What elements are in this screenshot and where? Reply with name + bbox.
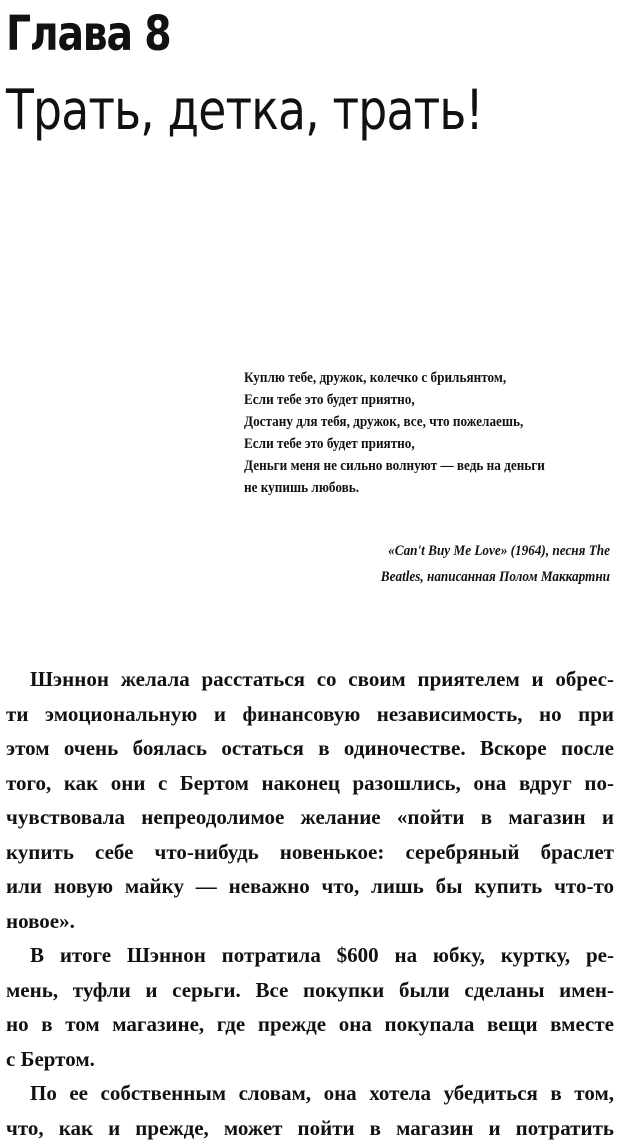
chapter-number: Глава 8 bbox=[6, 6, 170, 62]
body-line: этом очень боялась остаться в одиночестве. Вскоре после bbox=[6, 731, 614, 766]
body-line: новое». bbox=[6, 904, 614, 939]
body-line: Шэннон желала расстаться со своим приятелем и обрес- bbox=[6, 662, 614, 697]
attribution-line: Beatles, написанная Полом Маккартни bbox=[293, 564, 610, 590]
epigraph-line: Деньги меня не сильно волнуют — ведь на деньги bbox=[244, 455, 570, 477]
body-text bbox=[6, 662, 614, 1145]
attribution-line: «Can't Buy Me Love» (1964), песня The bbox=[293, 538, 610, 564]
chapter-title: Трать, детка, трать! bbox=[6, 78, 483, 142]
body-line: мень, туфли и серьги. Все покупки были сделаны имен- bbox=[6, 973, 614, 1008]
epigraph-line: Куплю тебе, дружок, колечко с брильянтом, bbox=[244, 367, 570, 389]
body-line: По ее собственным словам, она хотела убедиться в том, bbox=[6, 1076, 614, 1111]
body-line: ти эмоциональную и финансовую независимость, но при bbox=[6, 697, 614, 732]
body-line: того, как они с Бертом наконец разошлись, она вдруг по- bbox=[6, 766, 614, 801]
epigraph-line: Если тебе это будет приятно, bbox=[244, 389, 570, 411]
epigraph-line: Достану для тебя, дружок, все, что пожелаешь, bbox=[244, 411, 570, 433]
body-line: с Бертом. bbox=[6, 1042, 614, 1077]
body-line: чувствовала непреодолимое желание «пойти в магазин и bbox=[6, 800, 614, 835]
body-line: но в том магазине, где прежде она покупала вещи вместе bbox=[6, 1007, 614, 1042]
epigraph-attribution bbox=[250, 538, 610, 590]
epigraph bbox=[244, 367, 614, 499]
epigraph-line: Если тебе это будет приятно, bbox=[244, 433, 570, 455]
body-line: В итоге Шэннон потратила $600 на юбку, куртку, ре- bbox=[6, 938, 614, 973]
body-line: купить себе что-нибудь новенькое: серебряный браслет bbox=[6, 835, 614, 870]
epigraph-line: не купишь любовь. bbox=[244, 477, 570, 499]
body-line: что, как и прежде, может пойти в магазин и потратить bbox=[6, 1111, 614, 1145]
body-line: или новую майку — неважно что, лишь бы купить что-то bbox=[6, 869, 614, 904]
